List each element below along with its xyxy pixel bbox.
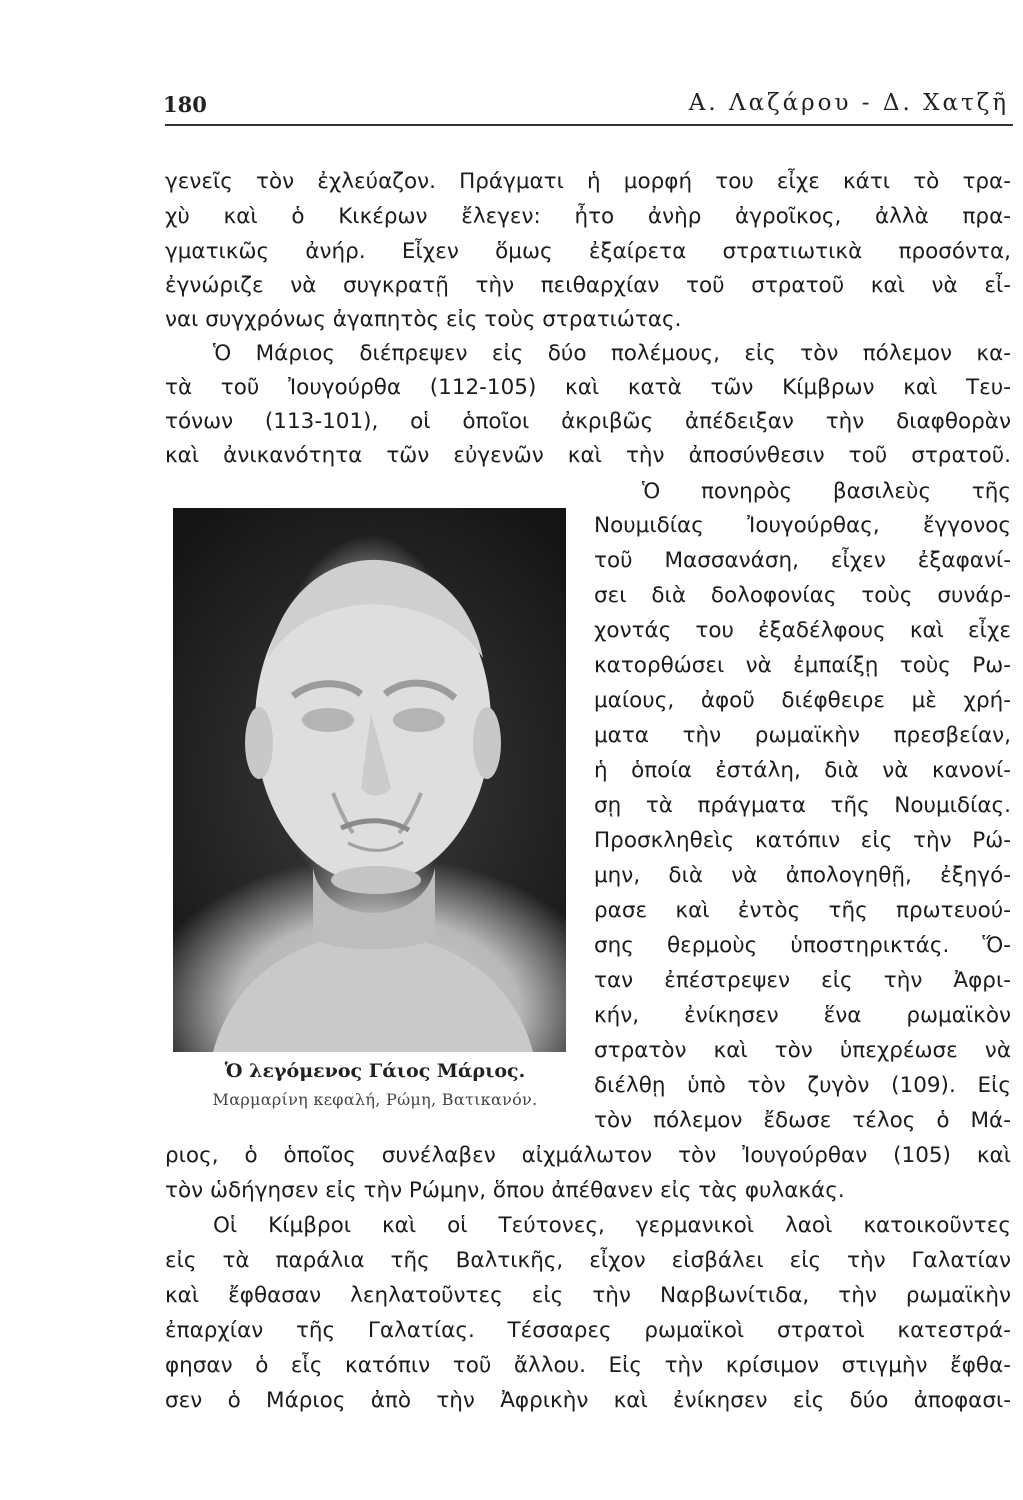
figure-caption-subtitle: Μαρμαρίνη κεφαλή, Ρώμη, Βατικανόν. [212, 1090, 538, 1109]
text-line: κατορθώσει νὰ ἐμπαίξῃ τοὺς Ρω- [594, 653, 1011, 678]
text-line: γματικῶς ἀνήρ. Εἶχεν ὅμως ἐξαίρετα στρατιωτικὰ προσόντα, [165, 239, 1011, 264]
text-line: στρατὸν καὶ τὸν ὑπεχρέωσε νὰ [594, 1038, 1011, 1063]
text-line: κήν, ἐνίκησεν ἕνα ρωμαϊκὸν [594, 1003, 1011, 1028]
text-line: σεν ὁ Μάριος ἀπὸ τὴν Ἀφρικὴν καὶ ἐνίκησεν εἰς δύο ἀποφασι- [165, 1388, 1011, 1413]
text-line: σει διὰ δολοφονίας τοὺς συνάρ- [594, 583, 1011, 608]
marble-bust-photo [173, 508, 566, 1052]
page-number: 180 [163, 92, 207, 117]
text-line: Νουμιδίας Ἰουγούρθας, ἔγγονος [594, 513, 1011, 538]
text-line: τὰ τοῦ Ἰουγούρθα (112-105) καὶ κατὰ τῶν Κίμβρων καὶ Τευ- [165, 375, 1011, 400]
text-line: μαίους, ἀφοῦ διέφθειρε μὲ χρή- [594, 688, 1011, 713]
text-line: τόνων (113-101), οἱ ὁποῖοι ἀκριβῶς ἀπέδειξαν τὴν διαφθορὰν [165, 409, 1011, 434]
text-line: χὺ καὶ ὁ Κικέρων ἔλεγεν: ἦτο ἀνὴρ ἀγροῖκος, ἀλλὰ πρα- [165, 204, 1011, 229]
text-line: ματα τὴν ρωμαϊκὴν πρεσβείαν, [594, 723, 1011, 748]
page-header [163, 88, 1013, 124]
text-line: ναι συγχρόνως ἀγαπητὸς εἰς τοὺς στρατιώτας. [165, 307, 682, 332]
text-line: σης θερμοὺς ὑποστηρικτάς. Ὅ- [594, 933, 1011, 958]
text-line: ἐπαρχίαν τῆς Γαλατίας. Τέσσαρες ρωμαϊκοὶ στρατοὶ κατεστρά- [165, 1318, 1011, 1343]
text-line: Προσκληθεὶς κατόπιν εἰς τὴν Ρώ- [594, 828, 1011, 853]
header-rule [165, 124, 1013, 126]
text-line: τὸν ὡδήγησεν εἰς τὴν Ρώμην, ὅπου ἀπέθανεν εἰς τὰς φυλακάς. [165, 1178, 845, 1203]
text-line: γενεῖς τὸν ἐχλεύαζον. Πράγματι ἡ μορφή του εἶχε κάτι τὸ τρα- [165, 169, 1011, 194]
running-head: Α. Λαζάρου - Δ. Χατζῆ [688, 90, 1009, 116]
bust-illustration [173, 508, 566, 1052]
text-line: σῃ τὰ πράγματα τῆς Νουμιδίας. [594, 793, 1011, 818]
text-line: φησαν ὁ εἷς κατόπιν τοῦ ἄλλου. Εἰς τὴν κρίσιμον στιγμὴν ἔφθα- [165, 1353, 1011, 1378]
text-line: καὶ ἔφθασαν λεηλατοῦντες εἰς τὴν Ναρβωνίτιδα, τὴν ρωμαϊκὴν [165, 1283, 1011, 1308]
text-line: τὸν πόλεμον ἔδωσε τέλος ὁ Μά- [594, 1108, 1011, 1133]
text-line: Ὁ πονηρὸς βασιλεὺς τῆς [642, 479, 1011, 504]
text-line: ταν ἐπέστρεψεν εἰς τὴν Ἀφρι- [594, 968, 1011, 993]
figure-caption-title: Ὁ λεγόμενος Γάιος Μάριος. [224, 1060, 526, 1082]
text-line: εἰς τὰ παράλια τῆς Βαλτικῆς, εἶχον εἰσβάλει εἰς τὴν Γαλατίαν [165, 1248, 1011, 1273]
text-line: Οἱ Κίμβροι καὶ οἱ Τεύτονες, γερμανικοὶ λαοὶ κατοικοῦντες [213, 1213, 1011, 1238]
text-line: ριος, ὁ ὁποῖος συνέλαβεν αἰχμάλωτον τὸν Ἰουγούρθαν (105) καὶ [165, 1143, 1011, 1168]
text-line: διέλθῃ ὑπὸ τὸν ζυγὸν (109). Εἰς [594, 1073, 1011, 1098]
text-line: τοῦ Μασσανάση, εἶχεν ἐξαφανί- [594, 548, 1011, 573]
text-line: ἡ ὁποία ἐστάλη, διὰ νὰ κανονί- [594, 758, 1011, 783]
text-line: καὶ ἀνικανότητα τῶν εὐγενῶν καὶ τὴν ἀποσύνθεσιν τοῦ στρατοῦ. [165, 443, 1011, 468]
text-line: Ὁ Μάριος διέπρεψεν εἰς δύο πολέμους, εἰς τὸν πόλεμον κα- [213, 341, 1011, 366]
text-line: χοντάς του ἐξαδέλφους καὶ εἶχε [594, 618, 1011, 643]
text-line: ρασε καὶ ἐντὸς τῆς πρωτευού- [594, 898, 1011, 923]
text-line: ἐγνώριζε νὰ συγκρατῇ τὴν πειθαρχίαν τοῦ στρατοῦ καὶ νὰ εἶ- [165, 273, 1011, 298]
text-line: μην, διὰ νὰ ἀπολογηθῇ, ἐξηγό- [594, 863, 1011, 888]
